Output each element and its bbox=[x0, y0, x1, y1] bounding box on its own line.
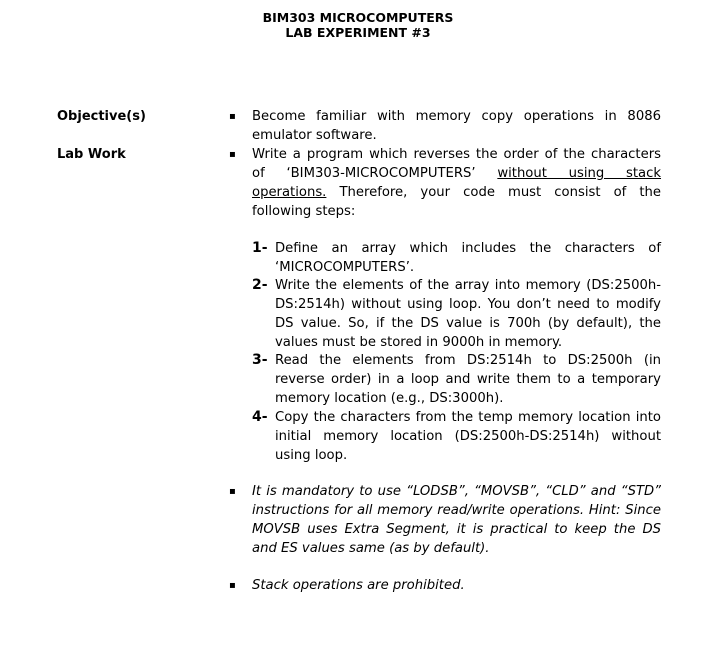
course-title: BIM303 MICROCOMPUTERS bbox=[262, 10, 454, 25]
lab-work-intro bbox=[252, 145, 661, 221]
step-1 bbox=[252, 239, 661, 277]
bullet-icon: ▪ bbox=[229, 149, 236, 160]
mandatory-instructions-note: It is mandatory to use “LODSB”, “MOVSB”, “CLD” and “STD” instructions for all memory read/write operations. Hint: Since MOVSB uses Extra Segment, it is practical to keep the DS and ES values same (as by default). bbox=[252, 484, 661, 556]
objective-label: Objective(s) bbox=[57, 109, 146, 124]
experiment-title: LAB EXPERIMENT #3 bbox=[285, 25, 431, 40]
step-text: Define an array which includes the characters of ‘MICROCOMPUTERS’. bbox=[275, 241, 661, 275]
step-number: 2- bbox=[252, 277, 268, 293]
step-number: 1- bbox=[252, 240, 268, 256]
step-2 bbox=[252, 276, 661, 352]
lab-work-label: Lab Work bbox=[57, 147, 126, 162]
document-header bbox=[0, 10, 716, 40]
intro-text-continued: Therefore, your code must consist of the following steps: bbox=[252, 185, 661, 219]
bullet-icon: ▪ bbox=[229, 486, 236, 497]
bullet-icon: ▪ bbox=[229, 580, 236, 591]
step-text: Copy the characters from the temp memory location into initial memory location (DS:2500h-DS:2514h) without using loop. bbox=[275, 410, 661, 463]
intro-text: Write a program which reverses the order of the characters of ‘BIM303-MICROCOMPUTERS’ bbox=[252, 147, 661, 181]
step-number: 3- bbox=[252, 352, 268, 368]
step-text: Read the elements from DS:2514h to DS:2500h (in reverse order) in a loop and write them to a temporary memory location (e.g., DS:3000h). bbox=[275, 353, 661, 406]
stack-prohibited-note: Stack operations are prohibited. bbox=[252, 578, 465, 593]
bullet-icon: ▪ bbox=[229, 111, 236, 122]
step-4 bbox=[252, 408, 661, 465]
step-text: Write the elements of the array into memory (DS:2500h-DS:2514h) without using loop. You don’t need to modify DS value. So, if the DS value is 700h (by default), the values must be stored in 9000h in memory. bbox=[275, 278, 661, 350]
intro-underlined-text: without using stack operations. bbox=[252, 166, 662, 200]
step-number: 4- bbox=[252, 409, 268, 425]
step-3 bbox=[252, 351, 661, 408]
objective-text: Become familiar with memory copy operations in 8086 emulator software. bbox=[252, 109, 661, 143]
